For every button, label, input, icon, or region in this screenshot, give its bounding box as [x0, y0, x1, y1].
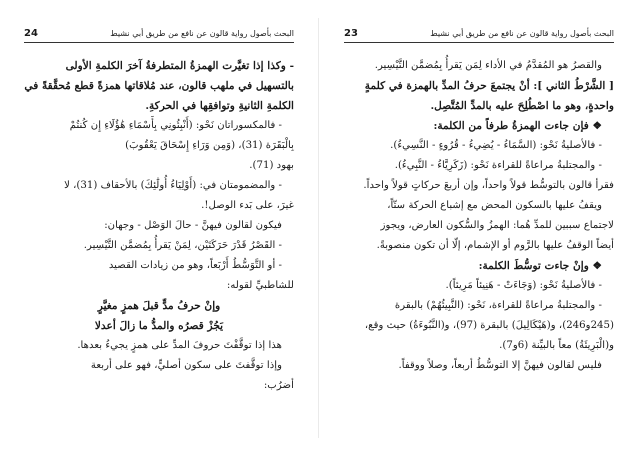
left-page: [0, 0, 318, 451]
text-line: - القَصْرُ قَدْرَ حَرَكَتَيْن، لِمَنْ يَقرأُ بِمُضمَّن التَّيْسِير.: [83, 240, 282, 251]
text-line: لاجتماع سببين للمدِّ هُما: الهمزُ والسُّكون العارض، ويجوز: [380, 220, 614, 231]
text-line: - فالأصليةُ نَحْو: (السَّمَاءُ - يُضِيءُ - قُرُوءٍ - النَّسِيءُ).: [390, 140, 602, 151]
text-line: والقصرُ هو المُقدَّمُ في الأداء لِمَن يَقرأُ بِمُضمَّن التَّيْسِير.: [374, 60, 602, 71]
subheading: ❖ وإنْ جاءت توسُّطَ الكلمة:: [478, 260, 602, 272]
text-line: (245و246)، و(هَيْكَالِيلَ) بالبقرة (97)، و(النَّبُوءَةُ) حيث وقع،: [364, 320, 614, 331]
text-line: فليس لقالون فيهنَّ إلا التوسُّطُ أربعاً، وصلاً ووقفاً.: [398, 360, 602, 371]
left-page-number: 24: [24, 28, 38, 39]
text-line: و(الْبَرِيئَةُ) معاً بالبيِّنة (6و7).: [499, 340, 614, 351]
heading-line: [ الشَّرْطُ الثاني ]: أنْ يجتمعَ حرفُ المدِّ بالهمزة في كلمةٍ: [364, 80, 614, 92]
text-line: - والمضمومتان في: (أَوْلِيَاءُ أُولَٰئِكَ) بالأحقاف (31)، لا: [64, 180, 282, 191]
text-line: - فالمكسوراتان نَحْو: (أَنْبِئُونِي بِأَسْمَاءِ هَٰؤُلَاءِ إِن كُنتُمْ: [69, 120, 282, 131]
right-running-title: البحث بأصول رواية قالون عن نافع من طريق أبي نشيط: [430, 29, 614, 38]
heading-line: واحدةٍ، وهو ما اصْطُلِحَ عليه بالمدِّ المُتَّصِل.: [430, 100, 614, 112]
text-line: فقرأ قالون بالتوسُّط قولاً واحداً، وإن أربعَ حركاتٍ قولاً واحداً.: [363, 180, 614, 191]
text-line: بهود (71).: [249, 160, 294, 171]
text-line: فيكون لقالون فيهنَّ - حالَ الوَصْل - وجهان:: [104, 220, 282, 231]
left-page-body: [24, 56, 294, 396]
right-page-body: [344, 56, 614, 376]
text-line: أيضاً الوقفُ عليها بالرَّوم أو الإشمام، إلّا أن تكون منصوبةً.: [376, 240, 614, 251]
text-line: غيرَ، على بَدء الوصل!.: [201, 200, 294, 211]
subheading: ❖ فإن جاءت الهمزةُ طرفاً من الكلمة:: [433, 120, 602, 132]
text-line: - فالأصليةُ نَحْو: (وَجَاءَتْ - هَنِيئاً مَرِيئاً).: [445, 280, 602, 291]
text-line: ويقفُ عليها بالسكون المحض مع إشباع الحركة ستّاً،: [387, 200, 602, 211]
left-running-title: البحث بأصول رواية قالون عن نافع من طريق أبي نشيط: [110, 29, 294, 38]
text-line: الكلمةِ الثانيةِ وتوافقِها في الحركةِ.: [145, 100, 294, 112]
right-page: [320, 0, 638, 451]
text-line: - أو التَّوَسُّطُ أَرْبَعاً، وهو من زيادات القصيد: [108, 260, 282, 271]
verse-line: يَجُزْ قصرُه والمدُّ ما زالَ أعدلا: [94, 320, 224, 332]
left-page-header: [24, 28, 294, 43]
text-line: - والمجتلبةُ مراعاةً للقراءة، نَحْو: (النَّبِيئُهُمْ) بالبقرة: [394, 300, 602, 311]
text-line: وإذا توقَّفتَ على سكون أصليٍّ، فهو على أربعة: [90, 360, 282, 371]
text-line: بِالْبَقَرَة (31)، (وَمِن وَرَاءِ إِسْحَاقَ يَعْقُوبَ): [125, 140, 294, 151]
text-line: بالتسهيل في ملهب قالون، عند مُلاقاتها همزةً قطع مُحقَّقةً في: [24, 80, 294, 92]
page-gutter: [318, 18, 319, 438]
text-line: - وكذا إذا تغيَّرت الهمزةُ المتطرفةُ آخرَ الكلمةِ الأولى: [65, 60, 294, 72]
text-line: - والمجتلبةُ مراعاةً للقراءة نَحْو: (زَكَرِيَّاءُ - النَّبِيءُ).: [394, 160, 602, 171]
right-page-number: 23: [344, 28, 358, 39]
text-line: هذا إذا توقَّفْتَ حروفَ المدِّ على همزٍ يجيءُ بعدها.: [77, 340, 282, 351]
right-page-header: [344, 28, 614, 43]
text-line: أضرُب:: [263, 380, 294, 391]
text-line: للشاطبيِّ لقوله:: [226, 280, 294, 291]
verse-line: وإنْ حرفُ مدٍّ قبلَ همزٍ مغيَّرٍ: [97, 300, 221, 312]
